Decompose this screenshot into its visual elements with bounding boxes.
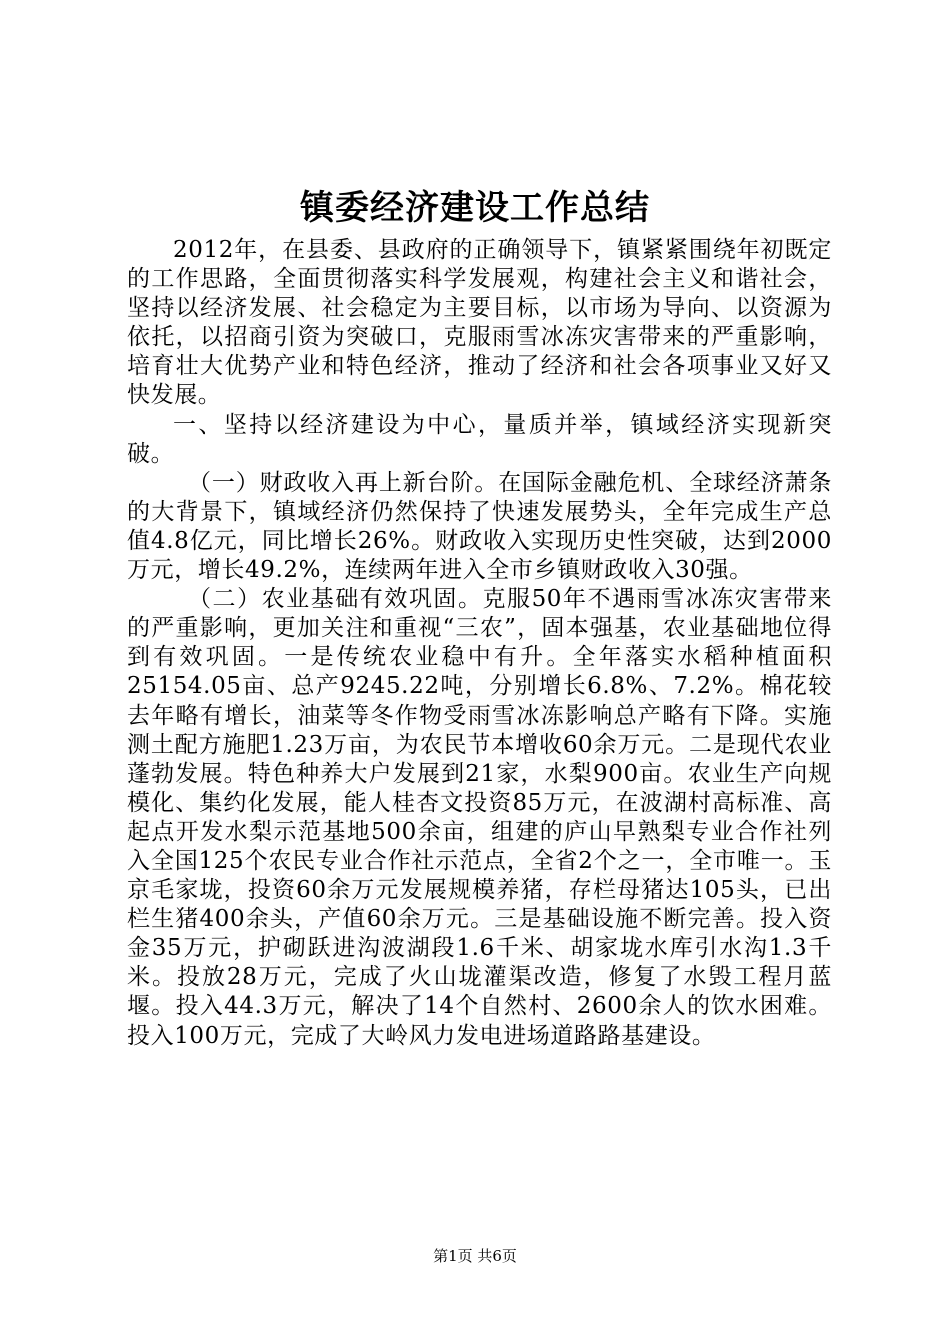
paragraph-fiscal-revenue: （一）财政收入再上新台阶。在国际金融危机、全球经济萧条的大背景下，镇域经济仍然保持了快速发展势头，全年完成生产总值4.8亿元，同比增长26%。财政收入实现历史性突破，达到2000万元，增长49.2%，连续两年进入全市乡镇财政收入30强。 bbox=[127, 469, 832, 584]
paragraph-intro: 2012年，在县委、县政府的正确领导下，镇紧紧围绕年初既定的工作思路，全面贯彻落实科学发展观，构建社会主义和谐社会，坚持以经济发展、社会稳定为主要目标，以市场为导向、以资源为依托，以招商引资为突破口，克服雨雪冰冻灾害带来的严重影响，培育壮大优势产业和特色经济，推动了经济和社会各项事业又好又快发展。 bbox=[127, 237, 832, 409]
paragraph-agriculture: （二）农业基础有效巩固。克服50年不遇雨雪冰冻灾害带来的严重影响，更加关注和重视“三农”，固本强基，农业基础地位得到有效巩固。一是传统农业稳中有升。全年落实水稻种植面积25154.05亩、总产9245.22吨，分别增长6.8%、7.2%。棉花较去年略有增长，油菜等冬作物受雨雪冰冻影响总产略有下降。实施测土配方施肥1.23万亩，为农民节本增收60余万元。二是现代农业蓬勃发展。特色种养大户发展到21家，水梨900亩。农业生产向规模化、集约化发展，能人桂杏文投资85万元，在波湖村高标准、高起点开发水梨示范基地500余亩，组建的庐山早熟梨专业合作社列入全国125个农民专业合作社示范点，全省2个之一，全市唯一。玉京毛家垅，投资60余万元发展规模养猪，存栏母猪达105头，已出栏生猪400余头，产值60余万元。三是基础设施不断完善。投入资金35万元，护砌跃进沟波湖段1.6千米、胡家垅水库引水沟1.3千米。投放28万元，完成了火山垅灌渠改造，修复了水毁工程月蓝堰。投入44.3万元，解决了14个自然村、2600余人的饮水困难。投入100万元，完成了大岭风力发电进场道路路基建设。 bbox=[127, 586, 832, 1049]
document-body bbox=[127, 236, 832, 1051]
page-footer: 第1页 共6页 bbox=[433, 1247, 517, 1265]
section-heading-1: 一、坚持以经济建设为中心，量质并举，镇域经济实现新突破。 bbox=[127, 411, 832, 467]
document-title: 镇委经济建设工作总结 bbox=[300, 188, 650, 228]
